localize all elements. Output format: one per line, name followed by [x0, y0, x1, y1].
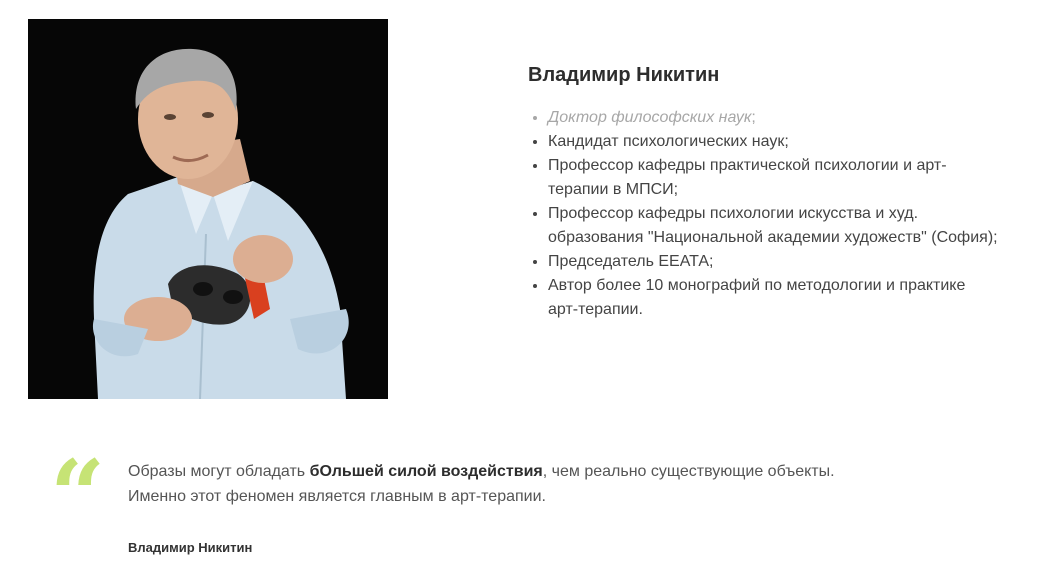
credential-item [548, 106, 998, 130]
credential-item: • Профессор кафедры практической психологии и арт-терапии в МПСИ; [548, 154, 998, 202]
credential-item: • Председатель ЕЕАТА; [548, 250, 998, 274]
credentials-list [528, 106, 998, 322]
credential-item: • Профессор кафедры психологии искусства и худ. образования "Национальной академии художеств" (София); [548, 202, 998, 250]
portrait-illustration [28, 19, 388, 399]
credential-suffix: ; [751, 109, 756, 126]
quote-text-after: , чем реально существующие объекты. Именно этот феномен является главным в арт-терапии. [128, 463, 835, 505]
quote-text [128, 459, 848, 509]
credential-item: • Кандидат психологических наук; [548, 130, 998, 154]
quote-author: Владимир Никитин [128, 540, 253, 555]
quote-mark-icon: “ [50, 439, 106, 552]
portrait-photo [28, 19, 388, 399]
bio-section [528, 60, 998, 322]
person-name: Владимир Никитин [528, 64, 720, 86]
quote-text-before: Образы могут обладать [128, 463, 310, 480]
credential-text-link[interactable]: Доктор философских наук [548, 109, 752, 126]
credential-item: • Автор более 10 монографий по методологии и практике арт-терапии. [548, 274, 998, 322]
quote-text-bold: бОльшей силой воздействия [309, 463, 543, 480]
